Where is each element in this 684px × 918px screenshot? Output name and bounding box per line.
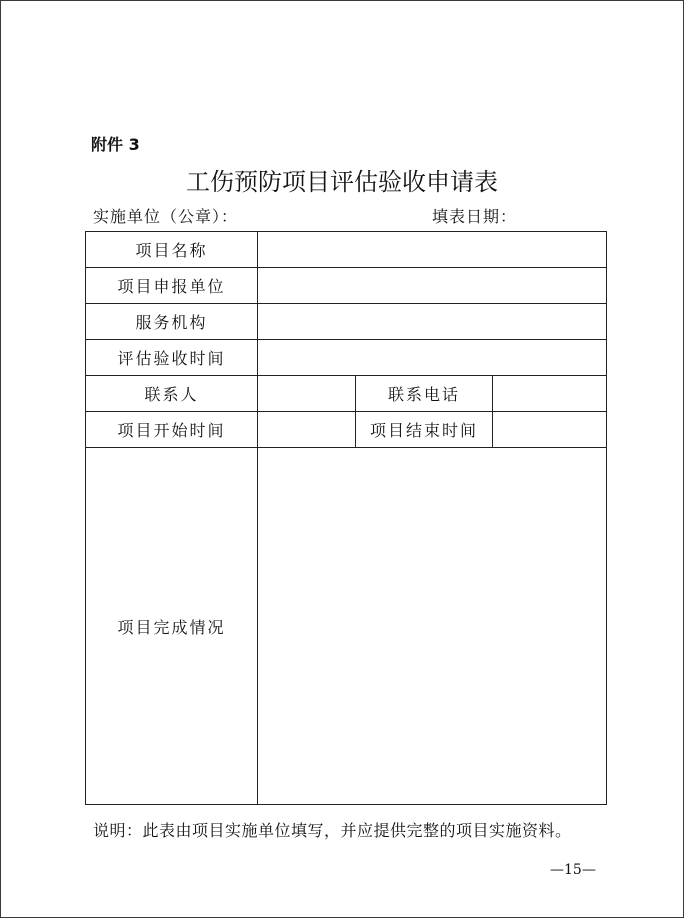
table-row <box>86 448 607 805</box>
attachment-label: 附件 3 <box>91 135 140 154</box>
end-time-label: 项目结束时间 <box>356 412 493 448</box>
table-row <box>86 340 607 376</box>
page-title: 工伤预防项目评估验收申请表 <box>186 168 498 196</box>
table-row <box>86 268 607 304</box>
service-org-label: 服务机构 <box>86 304 258 340</box>
completion-label: 项目完成情况 <box>86 448 258 805</box>
application-form-table <box>85 231 607 805</box>
completion-field[interactable] <box>258 448 607 805</box>
start-time-field[interactable] <box>258 412 356 448</box>
applicant-unit-label: 项目申报单位 <box>86 268 258 304</box>
contact-phone-label: 联系电话 <box>356 376 493 412</box>
implementing-unit-label: 实施单位（公章）： <box>93 207 239 226</box>
contact-phone-field[interactable] <box>493 376 607 412</box>
applicant-unit-field[interactable] <box>258 268 607 304</box>
project-name-field[interactable] <box>258 232 607 268</box>
table-row <box>86 412 607 448</box>
evaluation-time-field[interactable] <box>258 340 607 376</box>
start-time-label: 项目开始时间 <box>86 412 258 448</box>
evaluation-time-label: 评估验收时间 <box>86 340 258 376</box>
table-row <box>86 232 607 268</box>
project-name-label: 项目名称 <box>86 232 258 268</box>
contact-person-label: 联系人 <box>86 376 258 412</box>
end-time-field[interactable] <box>493 412 607 448</box>
table-row <box>86 304 607 340</box>
page-number: —15— <box>550 862 596 878</box>
service-org-field[interactable] <box>258 304 607 340</box>
form-note: 说明：此表由项目实施单位填写，并应提供完整的项目实施资料。 <box>93 821 572 840</box>
contact-person-field[interactable] <box>258 376 356 412</box>
fill-date-label: 填表日期： <box>432 207 518 226</box>
table-row <box>86 376 607 412</box>
